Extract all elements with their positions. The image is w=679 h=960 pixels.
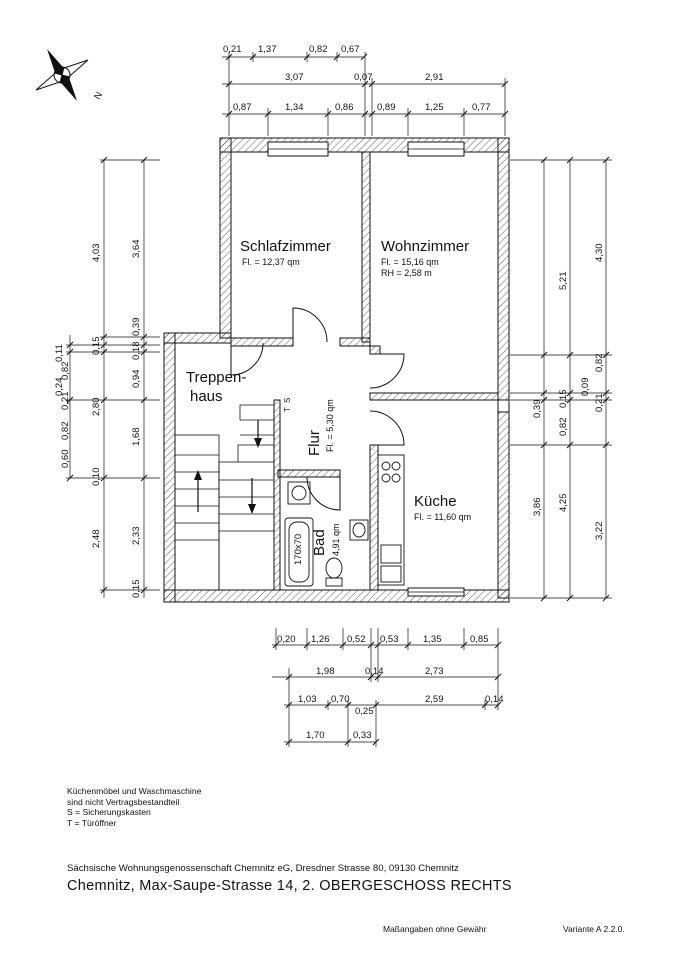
dim-bottom1-e: 1,35 [423, 634, 442, 645]
room-area-bad: 4,91 qm [331, 523, 341, 556]
dim-left-inner-b: 0,39 [131, 317, 142, 336]
dim-bottom4-a: 0,25 [355, 706, 374, 717]
dim-right-outer-e: 3,22 [594, 521, 605, 540]
dim-bottom1-a: 0,20 [277, 634, 296, 645]
dim-top1-d: 0,67 [341, 44, 360, 55]
compass-rose [21, 34, 106, 116]
room-name-schlafzimmer: Schlafzimmer [240, 238, 331, 255]
dim-bottom2-b: 0,14 [365, 666, 384, 677]
room-name-bad: Bad [311, 529, 328, 556]
dim-top3-d: 0,89 [377, 102, 396, 113]
dim-left-mid-d: 0,82 [60, 421, 71, 440]
dim-right-outer-d: 0,21 [594, 393, 605, 412]
stair-arrows [194, 420, 262, 514]
dim-right-mid-d: 4,25 [558, 493, 569, 512]
dim-left-inner-f: 2,33 [131, 526, 142, 545]
legend-notes [67, 786, 201, 828]
dim-bottom2-a: 1,98 [316, 666, 335, 677]
dim-left-inner-c: 0,18 [131, 341, 142, 360]
dim-left-outer-a: 4,03 [91, 243, 102, 262]
disclaimer: Maßangaben ohne Gewähr [383, 924, 487, 934]
dim-left-outer-e: 2,48 [91, 529, 102, 548]
dim-top1-a: 0,21 [223, 44, 242, 55]
room-name-flur: Flur [306, 430, 323, 456]
dim-bottom1-c: 0,52 [347, 634, 366, 645]
bathtub-label: 170x70 [293, 533, 304, 565]
dim-bottom5-a: 1,70 [306, 730, 325, 741]
dimension-lines [66, 52, 612, 747]
room-name-wohnzimmer: Wohnzimmer [381, 238, 470, 255]
dim-top3-c: 0,86 [335, 102, 354, 113]
kitchen-fixtures [378, 455, 404, 585]
dim-left-inner-e: 1,68 [131, 427, 142, 446]
dim-left-mid-b: 0,82 [60, 361, 71, 380]
dim-left-mid-a: 0,15 [91, 336, 102, 355]
interior-walls [231, 152, 498, 590]
dim-bottom3-a: 1,03 [298, 694, 317, 705]
variant-label: Variante A 2.2.0. [563, 924, 625, 934]
dim-right-outer-c: 0,09 [580, 377, 591, 396]
dim-bottom2-c: 2,73 [425, 666, 444, 677]
dim-top2-c: 2,91 [425, 72, 444, 83]
dim-left-mid-c: 0,21 [60, 391, 71, 410]
room-area-kueche: Fl. = 11,60 qm [414, 512, 472, 522]
dim-top2-a: 3,07 [285, 72, 304, 83]
dim-top1-b: 1,37 [258, 44, 277, 55]
dim-top3-a: 0,87 [233, 102, 252, 113]
symbol-s: S [283, 397, 292, 403]
dim-bottom5-b: 0,33 [353, 730, 372, 741]
windows [268, 142, 509, 596]
note-line: S = Sicherungskasten [67, 807, 151, 817]
dim-right-mid-a: 5,21 [558, 271, 569, 290]
room-area-wohnzimmer: Fl. = 15,16 qm [381, 257, 439, 267]
dim-left-mid-e: 2,80 [91, 397, 102, 416]
dim-right-inner-a: 0,39 [532, 399, 543, 418]
dim-left-outer-c: 0,24 [54, 377, 65, 396]
dim-right-mid-c: 0,82 [558, 417, 569, 436]
room-name-treppenhaus-1: Treppen- [186, 369, 247, 386]
dim-right-inner-b: 3,86 [532, 497, 543, 516]
dim-bottom1-d: 0,53 [380, 634, 399, 645]
compass-north-label: N [92, 90, 106, 102]
room-area-schlafzimmer: Fl. = 12,37 qm [242, 257, 300, 267]
dim-bottom3-c: 2,59 [425, 694, 444, 705]
dim-bottom1-b: 1,26 [311, 634, 330, 645]
room-name-treppenhaus-2: haus [190, 388, 223, 405]
note-line: T = Türöffner [67, 817, 117, 828]
note-line: sind nicht Vertragsbestandteil [67, 796, 180, 807]
dim-left-outer-b: 0,11 [54, 344, 65, 362]
room-name-kueche: Küche [414, 493, 457, 510]
dim-top2-b: 0,07 [354, 72, 373, 83]
dim-top3-f: 0,77 [472, 102, 491, 113]
dim-bottom3-d: 0,14 [485, 694, 504, 705]
dim-bottom3-b: 0,70 [331, 694, 350, 705]
dim-left-inner-g: 0,15 [131, 579, 142, 598]
dim-left-inner-d: 0,94 [131, 369, 142, 388]
dimension-ticks [67, 54, 609, 745]
dim-left-mid-f: 0,10 [91, 467, 102, 486]
room-height-wohnzimmer: RH = 2,58 m [381, 268, 432, 278]
room-area-flur: Fl. = 5,30 qm [325, 399, 335, 452]
dim-bottom1-f: 0,85 [470, 634, 489, 645]
dim-right-outer-a: 4,30 [594, 243, 605, 262]
dim-right-mid-b: 0,15 [558, 389, 569, 408]
dim-top3-b: 1,34 [285, 102, 304, 113]
company-line: Sächsische Wohnungsgenossenschaft Chemnitz eG, Dresdner Strasse 80, 09130 Chemnitz [67, 863, 459, 874]
staircase [175, 405, 274, 590]
address-title: Chemnitz, Max-Saupe-Strasse 14, 2. OBERGESCHOSS RECHTS [67, 878, 512, 894]
dim-top3-e: 1,25 [425, 102, 444, 113]
dim-top1-c: 0,82 [309, 44, 328, 55]
symbol-t: T [283, 407, 292, 412]
note-line: Küchenmöbel und Waschmaschine [67, 786, 202, 796]
dim-left-inner-a: 3,64 [131, 239, 142, 258]
dim-left-outer-d: 0,60 [60, 449, 71, 468]
dim-right-outer-b: 0,82 [594, 353, 605, 372]
